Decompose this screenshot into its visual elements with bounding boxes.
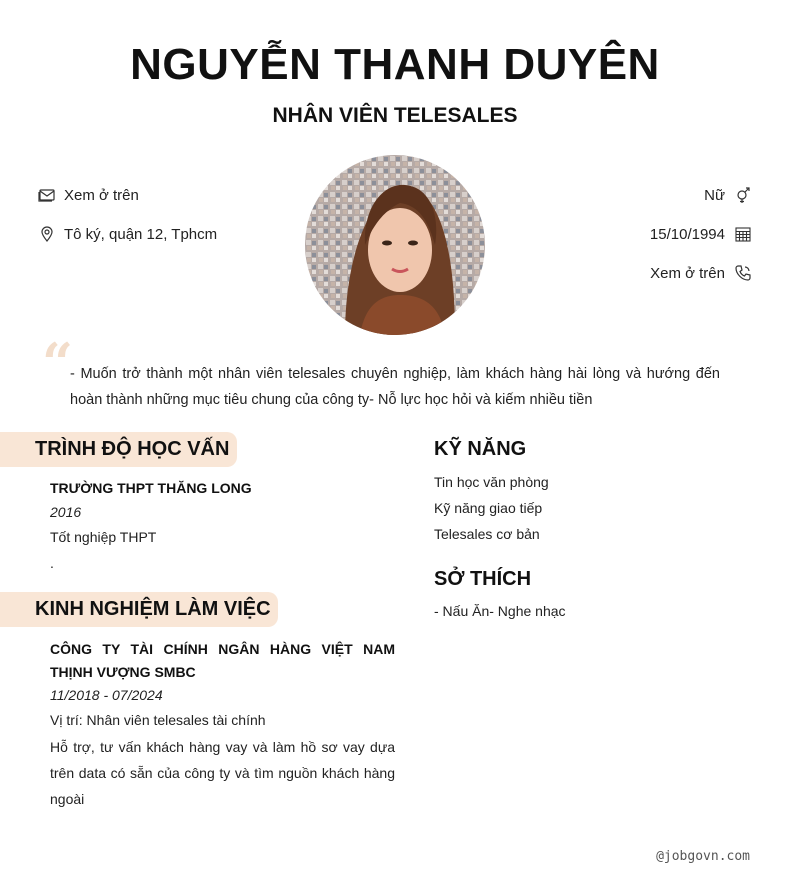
- skill-item: Tin học văn phòng: [434, 474, 549, 490]
- contact-phone: [650, 264, 752, 282]
- candidate-name: NGUYỄN THANH DUYÊN: [130, 40, 660, 89]
- skill-item: Telesales cơ bản: [434, 526, 540, 542]
- experience-description: Hỗ trợ, tư vấn khách hàng vay và làm hồ sơ vay dựa trên data có sẵn của công ty và tìm nguồn khách hàng ngoài: [50, 739, 395, 807]
- map-pin-icon: [38, 225, 56, 243]
- career-objective: - Muốn trở thành một nhân viên telesales chuyên nghiệp, làm khách hàng hài lòng và hướng đến hoàn thành những mục tiêu chung của công ty- Nỗ lực học hỏi và kiếm nhiều tiền: [70, 366, 720, 408]
- education-year: 2016: [50, 504, 82, 520]
- experience-position: Vị trí: Nhân viên telesales tài chính: [50, 712, 266, 728]
- email-value: Xem ở trên: [64, 186, 139, 204]
- contact-gender: [704, 186, 752, 204]
- job-title: NHÂN VIÊN TELESALES: [272, 104, 518, 127]
- address-value: Tô ký, quận 12, Tphcm: [64, 225, 218, 243]
- skills-list: [434, 469, 549, 547]
- gender-value: Nữ: [704, 186, 725, 204]
- hobbies-text: - Nấu Ăn- Nghe nhạc: [434, 603, 566, 619]
- skill-item: Kỹ năng giao tiếp: [434, 500, 543, 516]
- quote-icon: “: [42, 331, 74, 395]
- education-heading: TRÌNH ĐỘ HỌC VẤN: [0, 432, 237, 467]
- birthday-value: 15/10/1994: [649, 225, 725, 243]
- skills-heading: KỸ NĂNG: [434, 438, 527, 460]
- company-name: CÔNG TY TÀI CHÍNH NGÂN HÀNG VIỆT NAM THỊNH VƯỢNG SMBC: [50, 641, 395, 680]
- envelope-icon: [38, 186, 56, 204]
- education-extra: .: [50, 555, 54, 571]
- watermark: @jobgovn.com: [656, 849, 750, 864]
- contact-email: [38, 186, 139, 204]
- school-name: TRƯỜNG THPT THĂNG LONG: [50, 480, 252, 496]
- contact-address: [38, 225, 217, 243]
- phone-value: Xem ở trên: [650, 264, 725, 282]
- education-description: Tốt nghiệp THPT: [50, 529, 157, 545]
- gender-icon: [734, 186, 752, 204]
- avatar: [305, 155, 485, 335]
- phone-icon: [734, 264, 752, 282]
- hobbies-heading: SỞ THÍCH: [434, 568, 532, 590]
- experience-heading: KINH NGHIỆM LÀM VIỆC: [0, 592, 278, 627]
- contact-birthday: [650, 225, 752, 243]
- experience-period: 11/2018 - 07/2024: [50, 687, 163, 703]
- calendar-icon: [734, 225, 752, 243]
